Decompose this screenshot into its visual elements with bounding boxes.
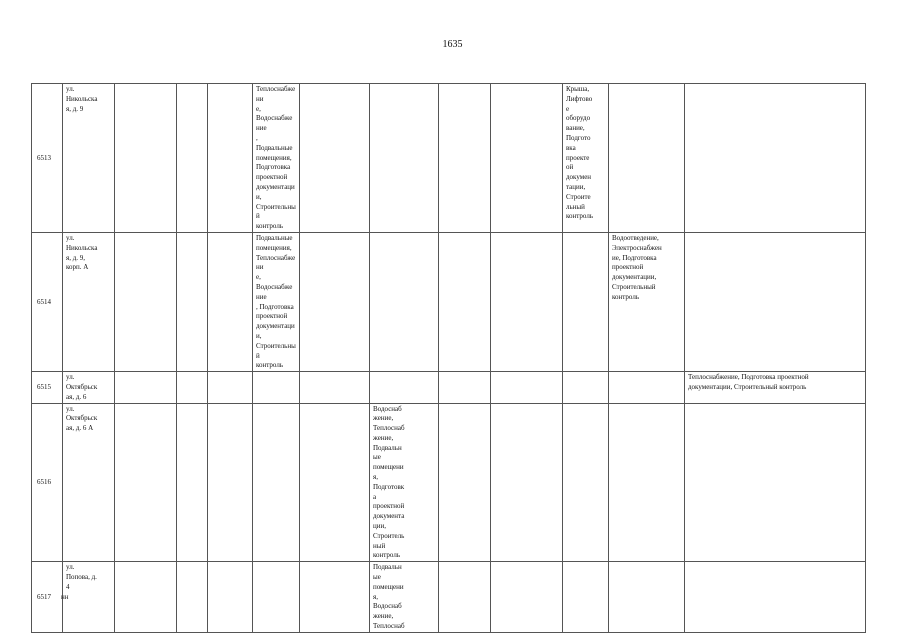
work-cell-c4 [253,232,300,371]
empty-cell [491,372,563,403]
work-cell-c8 [563,403,609,562]
row-number-cell [32,372,63,403]
work-cell-c6 [370,372,439,403]
work-cell-c10 [685,232,866,371]
page-number: 1635 [442,39,463,50]
work-cell-c9 [609,372,685,403]
work-cell-c2 [177,84,208,233]
work-cell-c4 [253,562,300,633]
work-cell-c5 [300,84,370,233]
table-row [32,232,866,371]
work-cell-c3 [208,84,253,233]
row-number-cell [32,232,63,371]
work-cell-c7 [439,232,491,371]
address-text: ул. Попова, д. 4 [66,563,97,591]
work-cell-c6 [370,84,439,233]
row-number: 6515 [37,382,51,391]
empty-cell [491,232,563,371]
work-cell-c1 [115,232,177,371]
address-cell [63,84,115,233]
repair-schedule-table [31,83,866,633]
empty-cell [491,84,563,233]
work-cell-c9 [609,403,685,562]
address-text: ул. Октябрьск ая, д. 6 [66,373,98,401]
address-cell [63,403,115,562]
work-cell-c6 [370,562,439,633]
work-cell-c2 [177,372,208,403]
work-cell-c8 [563,84,609,233]
work-text: Теплоснабжени e, Водоснабжение , Подвальные помещения, Подготовка проектной документации, Строительный контроль [256,85,296,231]
work-text: Подвальн ые помещени я, Водоснаб жение, Теплоснаб [373,563,405,631]
work-cell-c5 [300,562,370,633]
address-cell [63,372,115,403]
work-cell-c2 [177,232,208,371]
work-text: Крыша, Лифтово e оборудо вание, Подгото вка проекте ой докумен тации, Строите льный контроль [566,85,594,221]
work-cell-c7 [439,372,491,403]
work-cell-c3 [208,372,253,403]
work-cell-c2 [177,562,208,633]
row-number-cell [32,403,63,562]
work-cell-c7 [439,562,491,633]
work-cell-c3 [208,562,253,633]
row-number-cell [32,84,63,233]
address-text: ул. Никольска я, д. 9, корп. А [66,233,98,272]
work-cell-c5 [300,232,370,371]
work-cell-c7 [439,84,491,233]
work-cell-c8 [563,372,609,403]
work-cell-c6 [370,403,439,562]
work-cell-c4 [253,372,300,403]
work-cell-c10 [685,372,866,403]
empty-cell [491,562,563,633]
work-cell-c8 [563,562,609,633]
work-cell-c8 [563,232,609,371]
address-text: ул. Октябрьск ая, д. 6 А [66,404,98,433]
table-row [32,84,866,233]
work-cell-c5 [300,403,370,562]
work-cell-c10 [685,84,866,233]
work-cell-c1 [115,562,177,633]
address-text: ул. Никольска я, д. 9 [66,85,98,113]
row-number: 6514 [37,297,51,306]
work-cell-c3 [208,232,253,371]
work-text: Водоснаб жение, Теплоснаб жение, Подвальн ые помещени я, Подготовк а проектной документа ции, Строитель ный контроль [373,404,405,560]
empty-cell [491,403,563,562]
work-cell-c1 [115,372,177,403]
work-cell-c4 [253,84,300,233]
work-cell-c6 [370,232,439,371]
work-cell-c9 [609,84,685,233]
footer-mark: нн [61,593,69,601]
address-cell [63,562,115,633]
work-cell-c10 [685,403,866,562]
work-cell-c9 [609,232,685,371]
work-cell-c1 [115,403,177,562]
row-number-cell [32,562,63,633]
work-cell-c7 [439,403,491,562]
work-cell-c4 [253,403,300,562]
work-cell-c9 [609,562,685,633]
address-cell [63,232,115,371]
row-number: 6517 [37,592,51,601]
work-cell-c3 [208,403,253,562]
work-text: Теплоснабжение, Подготовка проектной документации, Строительный контроль [688,373,809,391]
table-row [32,562,866,633]
work-cell-c5 [300,372,370,403]
work-cell-c2 [177,403,208,562]
work-text: Водоотведение, Электроснабжен ие, Подготовка проектной документации, Строительный контроль [612,233,662,301]
table-row [32,372,866,403]
work-text: Подвальные помещения, Теплоснабжени e, Водоснабжение , Подготовка проектной документации, Строительный контроль [256,233,296,370]
work-cell-c1 [115,84,177,233]
work-cell-c10 [685,562,866,633]
row-number: 6516 [37,477,51,486]
row-number: 6513 [37,153,51,162]
table-row [32,403,866,562]
